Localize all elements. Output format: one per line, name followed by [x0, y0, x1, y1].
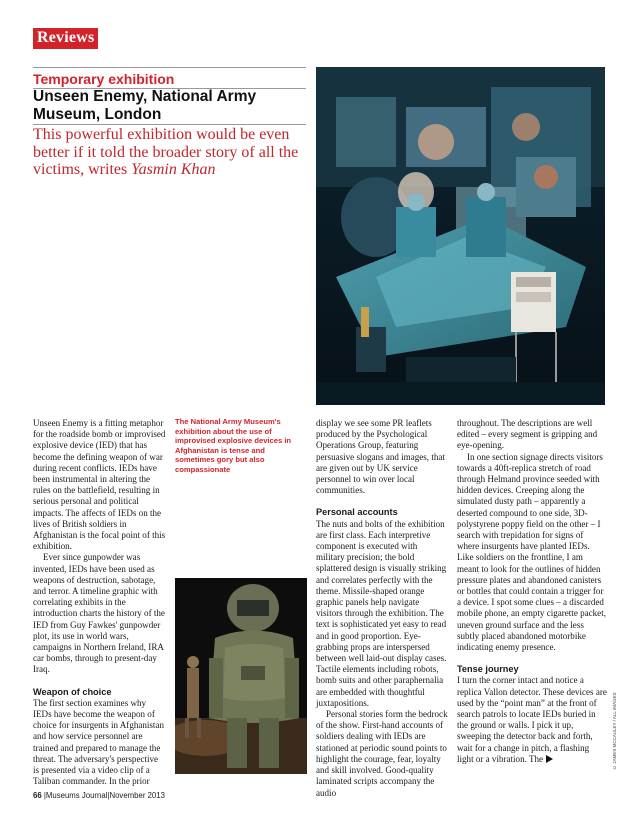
page-footer: [33, 791, 165, 800]
magazine-name: Museums Journal: [45, 791, 108, 800]
paragraph: throughout. The descriptions are well edited – every segment is gripping and eye-opening.: [457, 418, 598, 451]
top-rule: [33, 67, 306, 68]
bomb-suit-photo: [175, 578, 307, 774]
standfirst-author: Yasmin Khan: [131, 161, 216, 178]
subheading: Personal accounts: [316, 507, 398, 518]
paragraph: Ever since gunpowder was invented, IEDs have been used as weapons of destruction, sabotage, and terror. A timeline graphic with correlating exhibits in the introduction charts the history of the IED from Guy Fawkes' gunpowder plot, its use in world wars, campaigns in Northern Ireland, IRA car bombs, through to present-day Iraq.: [33, 552, 165, 675]
paragraph: Unseen Enemy is a fitting metaphor for the roadside bomb or improvised explosive device (IED) that has become the defining weapon of war during recent conflicts. IEDs have been instrumental in altering the rules on the battlefield, resulting in serious personal and political impacts. The affects of IEDs on the lives of British soldiers in Afghanistan is the focal point of this exhibition.: [33, 418, 166, 552]
section-tag: Reviews: [33, 28, 98, 49]
column-2: [316, 418, 448, 799]
paragraph: [457, 675, 607, 765]
bomb-suit-image: [175, 578, 307, 774]
main-photo: [316, 67, 605, 405]
operating-theatre-image: [316, 67, 605, 405]
subheading: Tense journey: [457, 664, 519, 675]
paragraph: The first section examines why IEDs have become the weapon of choice for insurgents in Afghanistan and how service personnel are trained and prepared to manage the threat. The adversary's perspective is presented via a video clip of a Taliban commander. In the prior: [33, 697, 164, 787]
kicker: Temporary exhibition: [33, 71, 175, 87]
continue-arrow-icon: [546, 755, 553, 763]
photo-credit: © JAMES MCCAULEY / ALL IMAGES: [612, 692, 617, 770]
column-1: [33, 418, 166, 788]
page-number: 66: [33, 791, 42, 800]
footer-divider: |: [43, 791, 46, 800]
headline-rule: [33, 124, 306, 125]
paragraph-text: I turn the corner intact and notice a replica Vallon detector. These devices are used by the “point man” at the front of search patrols to locate IEDs buried in the ground or walls. I pick it up, sweeping the detector back and forth, wait for a change in pitch, a flashing light or a vibration. The: [457, 675, 607, 764]
headline: Unseen Enemy, National Army Museum, London: [33, 88, 257, 123]
issue-date: November 2013: [109, 791, 165, 800]
paragraph: In one section signage directs visitors towards a 40ft-replica stretch of road through Helmand province seeded with hidden devices. Creeping along the simulated dusty path – apparently a deserted compound to one side, 3D-polystyrene poppy field on the other – I search with trepidation for signs of where insurgents have planted IEDs. Like soldiers on the frontline, I am meant to look for the outlines of hidden pressure plates and abandoned canisters or bottles that could contain a trigger for a device. I spot some clues – a discarded mobile phone, an empty cigarette packet, uneven ground surface and the less subtly placed abandoned motorbike indicating enemy presence.: [457, 451, 606, 653]
standfirst-text: This powerful exhibition would be even better if it told the broader story of all the victims, writes: [33, 126, 299, 178]
paragraph: Personal stories form the bedrock of the show. First-hand accounts of soldiers dealing with IEDs are stationed at periodic sound points to highlight the courage, fear, loyalty and skill involved. Good-quality laminated scripts accompany the audio: [316, 709, 448, 798]
paragraph: The nuts and bolts of the exhibition are first class. Each interpretive component is executed with military precision; the bold splattered design is visually striking and correlates perfectly with the theme. Missile-shaped orange graphic panels help navigate visitors through the exhibition. The text is sophisticated yet easy to read and in good proportion. Eye-grabbing props are interspersed between well laid-out display cases. Tactile elements including robots, bomb suits and other paraphernalia are embedded with thoughtful juxtapositions.: [316, 518, 447, 708]
standfirst: [33, 126, 308, 179]
footer-divider: |: [107, 791, 110, 800]
photo-caption: The National Army Museum's exhibition about the use of improvised explosive devices in Afghanistan is tense and sometimes gory but also compassionate: [175, 417, 292, 474]
subheading: Weapon of choice: [33, 686, 112, 697]
paragraph: display we see some PR leaflets produced by the Psychological Operations Group, featuring persuasive slogans and images, that are given out by UK service personnel to win over local communities.: [316, 418, 445, 496]
column-3: [457, 418, 607, 765]
